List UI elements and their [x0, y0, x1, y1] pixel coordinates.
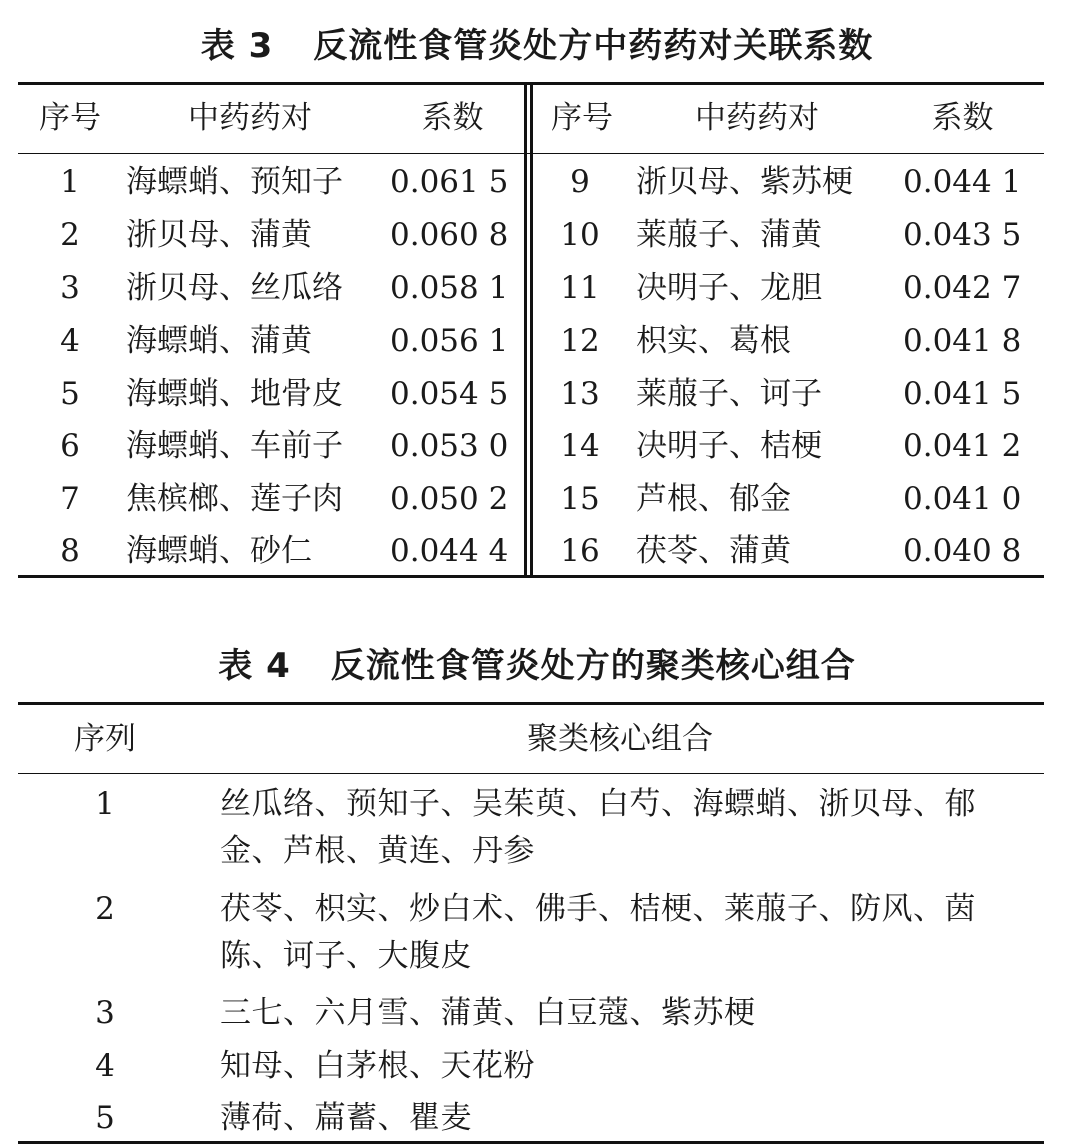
- table3-divider-left: [524, 82, 527, 578]
- table3-right-row-14-index: 14: [560, 428, 600, 464]
- table4-row-4-index: 4: [95, 1048, 115, 1084]
- table4-row-3-index: 3: [95, 995, 115, 1031]
- table3-right-row-14-pair: 决明子、桔梗: [636, 428, 822, 464]
- table3-right-row-11-pair: 决明子、龙胆: [636, 270, 822, 306]
- table3-right-row-11-coef: 0.042 7: [903, 270, 1022, 306]
- table3-right-row-12-pair: 枳实、葛根: [636, 323, 791, 359]
- table3-left-row-3-pair: 浙贝母、丝瓜络: [126, 270, 343, 306]
- table3-right-row-9-coef: 0.044 1: [903, 164, 1022, 200]
- table4-top-rule: [18, 702, 1044, 705]
- table3-header-coef-left: 系数: [421, 100, 484, 136]
- table3-right-row-15-pair: 芦根、郁金: [636, 481, 791, 517]
- table3-right-row-16-pair: 茯苓、蒲黄: [636, 533, 791, 569]
- table3-left-row-7-index: 7: [60, 481, 80, 517]
- table3-left-row-4-pair: 海螵蛸、蒲黄: [126, 323, 312, 359]
- table3-left-row-2-pair: 浙贝母、蒲黄: [126, 217, 312, 253]
- table3-left-row-4-coef: 0.056 1: [390, 323, 509, 359]
- table3-header-index-right: 序号: [551, 100, 613, 136]
- table3-left-row-6-coef: 0.053 0: [390, 428, 509, 464]
- table3-left-row-7-coef: 0.050 2: [390, 481, 509, 517]
- table3-left-row-2-index: 2: [60, 217, 80, 253]
- table4-caption-number: 表 4: [218, 646, 291, 686]
- table3-left-row-5-coef: 0.054 5: [390, 376, 509, 412]
- table4-row-1-index: 1: [95, 786, 115, 822]
- table3-right-row-9-index: 9: [570, 164, 590, 200]
- table4-header-combo: 聚类核心组合: [527, 721, 713, 757]
- table3-right-row-15-coef: 0.041 0: [903, 481, 1022, 517]
- table3-left-row-5-pair: 海螵蛸、地骨皮: [126, 376, 343, 412]
- table3-left-row-3-index: 3: [60, 270, 80, 306]
- table3-header-index-left: 序号: [39, 100, 101, 136]
- table3-right-row-12-index: 12: [560, 323, 600, 359]
- table3-left-row-6-index: 6: [60, 428, 80, 464]
- table3-caption-title: 反流性食管炎处方中药药对关联系数: [313, 26, 874, 66]
- table3-left-row-1-pair: 海螵蛸、预知子: [126, 164, 343, 200]
- table3-left-row-1-coef: 0.061 5: [390, 164, 509, 200]
- table4-row-5-combo: 薄荷、萹蓄、瞿麦: [220, 1100, 472, 1136]
- table3-right-row-14-coef: 0.041 2: [903, 428, 1022, 464]
- table4-caption: [0, 638, 1074, 687]
- table3-left-row-7-pair: 焦槟榔、莲子肉: [126, 481, 343, 517]
- table4-header-rule: [18, 773, 1044, 774]
- table3-right-row-11-index: 11: [560, 270, 600, 306]
- table3-right-row-12-coef: 0.041 8: [903, 323, 1022, 359]
- table4-caption-title: 反流性食管炎处方的聚类核心组合: [330, 646, 856, 686]
- table3-left-row-1-index: 1: [60, 164, 80, 200]
- table3-caption: [0, 18, 1074, 67]
- table3-left-row-4-index: 4: [60, 323, 80, 359]
- table3-header-coef-right: 系数: [931, 100, 994, 136]
- table3-left-row-3-coef: 0.058 1: [390, 270, 509, 306]
- table4-row-2-index: 2: [95, 891, 115, 927]
- table3-left-row-6-pair: 海螵蛸、车前子: [126, 428, 343, 464]
- table4-row-2-combo: 茯苓、枳实、炒白术、佛手、桔梗、莱菔子、防风、茵陈、诃子、大腹皮: [220, 891, 976, 974]
- table4-row-5-index: 5: [95, 1100, 115, 1136]
- table3-left-row-8-index: 8: [60, 533, 80, 569]
- table3-right-row-9-pair: 浙贝母、紫苏梗: [636, 164, 853, 200]
- table4-row-1-combo: 丝瓜络、预知子、吴茱萸、白芍、海螵蛸、浙贝母、郁金、芦根、黄连、丹参: [220, 786, 976, 869]
- table3-header-pair-right: 中药药对: [695, 100, 819, 136]
- table4-row-4-combo: 知母、白茅根、天花粉: [220, 1048, 535, 1084]
- table3-left-row-8-coef: 0.044 4: [390, 533, 509, 569]
- table4-row-3-combo: 三七、六月雪、蒲黄、白豆蔻、紫苏梗: [220, 995, 756, 1031]
- table3-right-row-16-coef: 0.040 8: [903, 533, 1022, 569]
- table3-left-row-2-coef: 0.060 8: [390, 217, 509, 253]
- table3-right-row-15-index: 15: [560, 481, 600, 517]
- table3-right-row-13-pair: 莱菔子、诃子: [636, 376, 822, 412]
- table3-caption-number: 表 3: [200, 26, 274, 66]
- table3-right-row-10-pair: 莱菔子、蒲黄: [636, 217, 822, 253]
- table3-header-pair-left: 中药药对: [188, 100, 312, 136]
- table3-left-row-8-pair: 海螵蛸、砂仁: [126, 533, 312, 569]
- table3-right-row-10-coef: 0.043 5: [903, 217, 1022, 253]
- table3-left-row-5-index: 5: [60, 376, 80, 412]
- table3-right-row-16-index: 16: [560, 533, 600, 569]
- table4-header-index: 序列: [74, 721, 136, 757]
- table3-right-row-10-index: 10: [560, 217, 600, 253]
- table3-right-row-13-coef: 0.041 5: [903, 376, 1022, 412]
- table3-divider-right: [530, 82, 533, 578]
- table3-right-row-13-index: 13: [560, 376, 600, 412]
